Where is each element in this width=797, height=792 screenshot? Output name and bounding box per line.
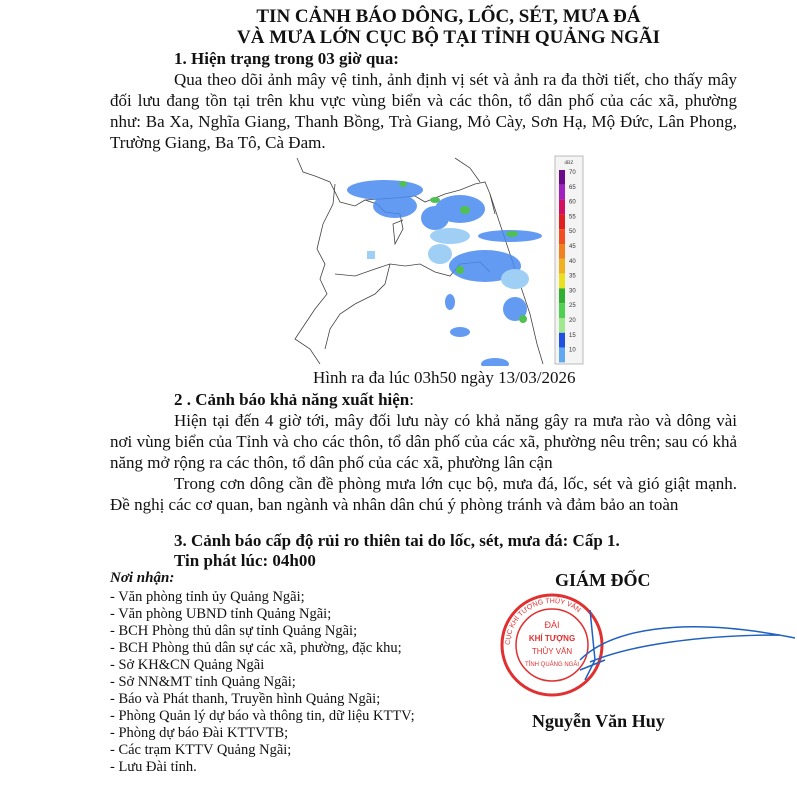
- legend-color-70: [559, 170, 565, 185]
- legend-tick: 25: [569, 303, 576, 310]
- legend-tick: 70: [569, 170, 576, 176]
- section2-para1: Hiện tại đến 4 giờ tới, mây đối lưu này có khả năng gây ra mưa rào và dông vài nơi vùng biển của Tỉnh và cho các thôn, tổ dân phố của các xã, phường nêu trên; sau có khả năng mở rộng ra các thôn, tổ dân phố của các xã, phường lân cận: [110, 411, 737, 472]
- legend-tick: 60: [569, 199, 576, 206]
- legend-color-50: [559, 229, 565, 244]
- svg-text:ĐÀI: ĐÀI: [544, 620, 560, 630]
- recipient-item: - Văn phòng tỉnh ủy Quảng Ngãi;: [110, 589, 305, 605]
- official-stamp: [480, 590, 797, 700]
- signer-position: GIÁM ĐỐC: [555, 570, 651, 590]
- section3-heading: 3. Cảnh báo cấp độ rủi ro thiên tai do lốc, sét, mưa đá: Cấp 1.: [174, 531, 620, 550]
- radar-echoes: [347, 180, 542, 366]
- legend-tick: 40: [569, 258, 576, 265]
- recipient-item: - Lưu Đài tỉnh.: [110, 759, 197, 775]
- recipient-item: - BCH Phòng thủ dân sự các xã, phường, đặc khu;: [110, 640, 402, 656]
- recipient-item: - Sở KH&CN Quảng Ngãi: [110, 657, 265, 673]
- legend-tick: 65: [569, 184, 576, 191]
- legend-tick: 20: [569, 318, 576, 324]
- recipient-item: - Báo và Phát thanh, Truyền hình Quảng Ngãi;: [110, 691, 381, 707]
- svg-text:KHÍ TƯỢNG: KHÍ TƯỢNG: [528, 634, 576, 643]
- svg-text:THỦY VĂN: THỦY VĂN: [531, 647, 573, 656]
- legend-color-60: [559, 200, 565, 215]
- radar-caption: Hình ra đa lúc 03h50 ngày 13/03/2026: [313, 368, 576, 387]
- recipient-item: - Phòng dự báo Đài KTTVTB;: [110, 725, 289, 741]
- recipients-title: Nơi nhận:: [110, 570, 175, 586]
- legend-tick: 30: [569, 288, 576, 295]
- issued-time: Tin phát lúc: 04h00: [174, 551, 316, 570]
- legend-color-55: [559, 214, 565, 229]
- radar-legend: [555, 156, 583, 364]
- legend-color-25: [559, 303, 565, 318]
- signature-ink: [580, 610, 795, 680]
- signer-name: Nguyễn Văn Huy: [532, 711, 665, 731]
- legend-color-45: [559, 244, 565, 259]
- legend-tick: 45: [569, 244, 576, 250]
- legend-color-65: [559, 185, 565, 200]
- legend-tick: 15: [569, 332, 576, 339]
- legend-color-15: [559, 333, 565, 348]
- legend-color-10: [559, 348, 565, 363]
- legend-color-40: [559, 259, 565, 274]
- section2-para2: Trong cơn dông cần đề phòng mưa lớn cục bộ, mưa đá, lốc, sét và gió giật mạnh. Đề nghị các cơ quan, ban ngành và nhân dân chú ý phòng tránh và đảm bảo an toàn: [110, 474, 737, 514]
- section2-heading-text: 2 . Cảnh báo khả năng xuất hiện: [174, 390, 410, 409]
- legend-tick: 50: [569, 229, 576, 236]
- section2-heading-colon: :: [409, 390, 414, 409]
- recipients-list: [110, 589, 415, 776]
- recipient-item: - Các trạm KTTV Quảng Ngãi;: [110, 742, 292, 758]
- legend-tick: 35: [569, 273, 576, 280]
- section2-heading: [174, 389, 414, 410]
- recipient-item: - Phòng Quản lý dự báo và thông tin, dữ liệu KTTV;: [110, 708, 415, 724]
- title-line-2: VÀ MƯA LỚN CỤC BỘ TẠI TỈNH QUẢNG NGÃI: [237, 27, 660, 48]
- section1-heading: 1. Hiện trạng trong 03 giờ qua:: [174, 49, 399, 68]
- legend-tick: 10: [569, 347, 576, 354]
- radar-image: [285, 154, 585, 366]
- stamp-seal: [502, 595, 602, 695]
- legend-unit: dBZ: [564, 161, 574, 166]
- section1-text: Qua theo dõi ảnh mây vệ tinh, ảnh định vị sét và ảnh ra đa thời tiết, cho thấy mây đối lưu đang tồn tại trên khu vực vùng biển và các thôn, tổ dân phố của các xã, phường như: Ba Xa, Nghĩa Giang, Thanh Bồng, Trà Giang, Mỏ Cày, Sơn Hạ, Mộ Đức, Lân Phong, Trường Giang, Ba Tô, Cà Đam.: [110, 70, 737, 152]
- legend-color-20: [559, 318, 565, 333]
- recipient-item: - Văn phòng UBND tỉnh Quảng Ngãi;: [110, 606, 332, 622]
- legend-color-35: [559, 274, 565, 289]
- legend-color-30: [559, 288, 565, 303]
- title-line-1: TIN CẢNH BÁO DÔNG, LỐC, SÉT, MƯA ĐÁ: [256, 6, 641, 27]
- legend-tick: 55: [569, 214, 576, 221]
- svg-text:TỈNH QUẢNG NGÃI: TỈNH QUẢNG NGÃI: [524, 662, 580, 668]
- recipient-item: - Sở NN&MT tỉnh Quảng Ngãi;: [110, 674, 296, 690]
- svg-text:CỤC KHÍ TƯỢNG THỦY VĂN: CỤC KHÍ TƯỢNG THỦY VĂN: [504, 597, 582, 646]
- recipient-item: - BCH Phòng thủ dân sự tỉnh Quảng Ngãi;: [110, 623, 358, 639]
